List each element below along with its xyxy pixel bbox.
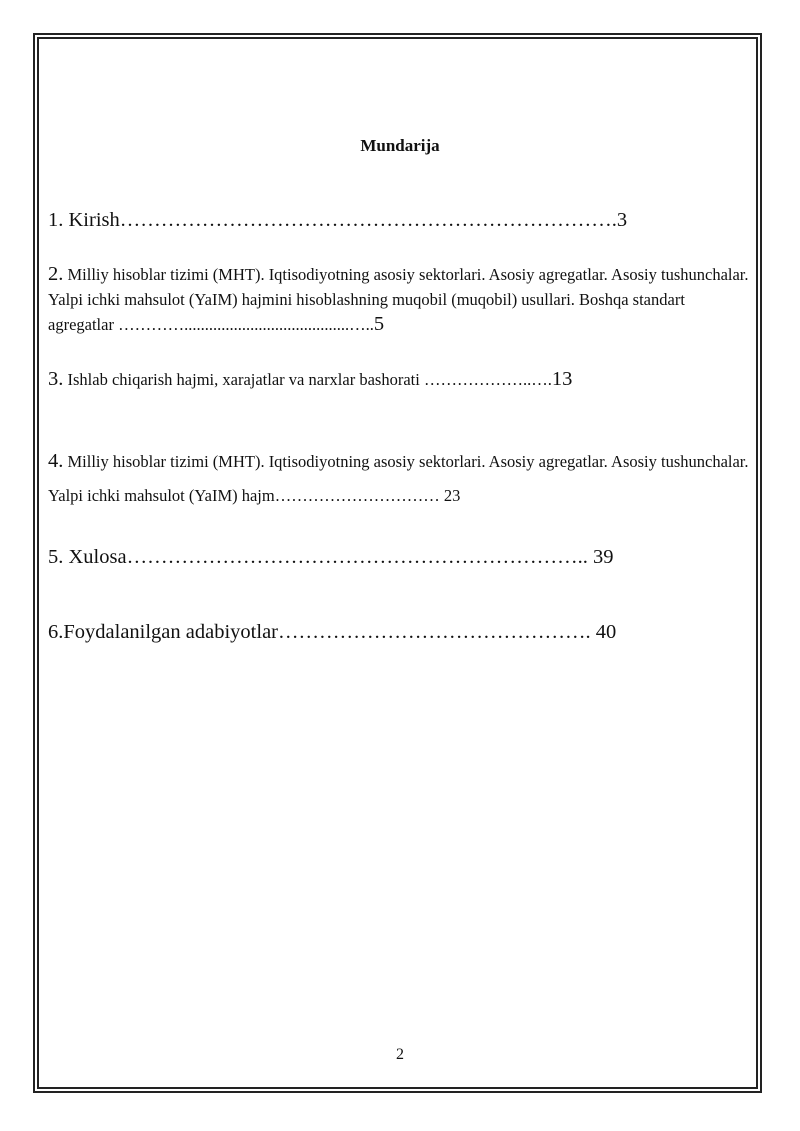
document-title: Mundarija (360, 136, 440, 155)
toc-entry-1: 1. Kirish……………………………………………………………….3 (48, 209, 628, 231)
page-number: 2 (396, 1046, 404, 1063)
toc-entry-number: 3. (48, 368, 64, 390)
toc-entry-2 (48, 262, 754, 338)
toc-entry-4 (48, 444, 754, 513)
toc-entry-text: Milliy hisoblar tizimi (MHT). Iqtisodiyotning asosiy sektorlari. Asosiy agregatlar. Asosiy tushunchalar. Yalpi ichki mahsulot (YaIM) hajm………………………… 23 (48, 452, 749, 505)
toc-entry-text: Milliy hisoblar tizimi (MHT). Iqtisodiyotning asosiy sektorlari. Asosiy agregatlar. Asosiy tushunchalar. Yalpi ichki mahsulot (YaIM) hajmini hisoblashning muqobil (muqobil) usullari. Boshqa standart agregatlar …………........................................….. (48, 265, 749, 334)
toc-entry-3 (48, 368, 754, 391)
toc-entry-5: 5. Xulosa………………………………………………………….. 39 (48, 546, 614, 568)
toc-entry-number: 4. (48, 450, 64, 472)
toc-entry-page: 5 (373, 313, 385, 335)
toc-entry-text: Ishlab chiqarish hajmi, xarajatlar va narxlar bashorati ………………..…. (63, 370, 552, 389)
toc-entry-6: 6.Foydalanilgan adabiyotlar………………………………………. 40 (48, 621, 617, 643)
toc-entry-page: 13 (551, 368, 573, 390)
toc-entry-number: 2. (48, 263, 64, 285)
